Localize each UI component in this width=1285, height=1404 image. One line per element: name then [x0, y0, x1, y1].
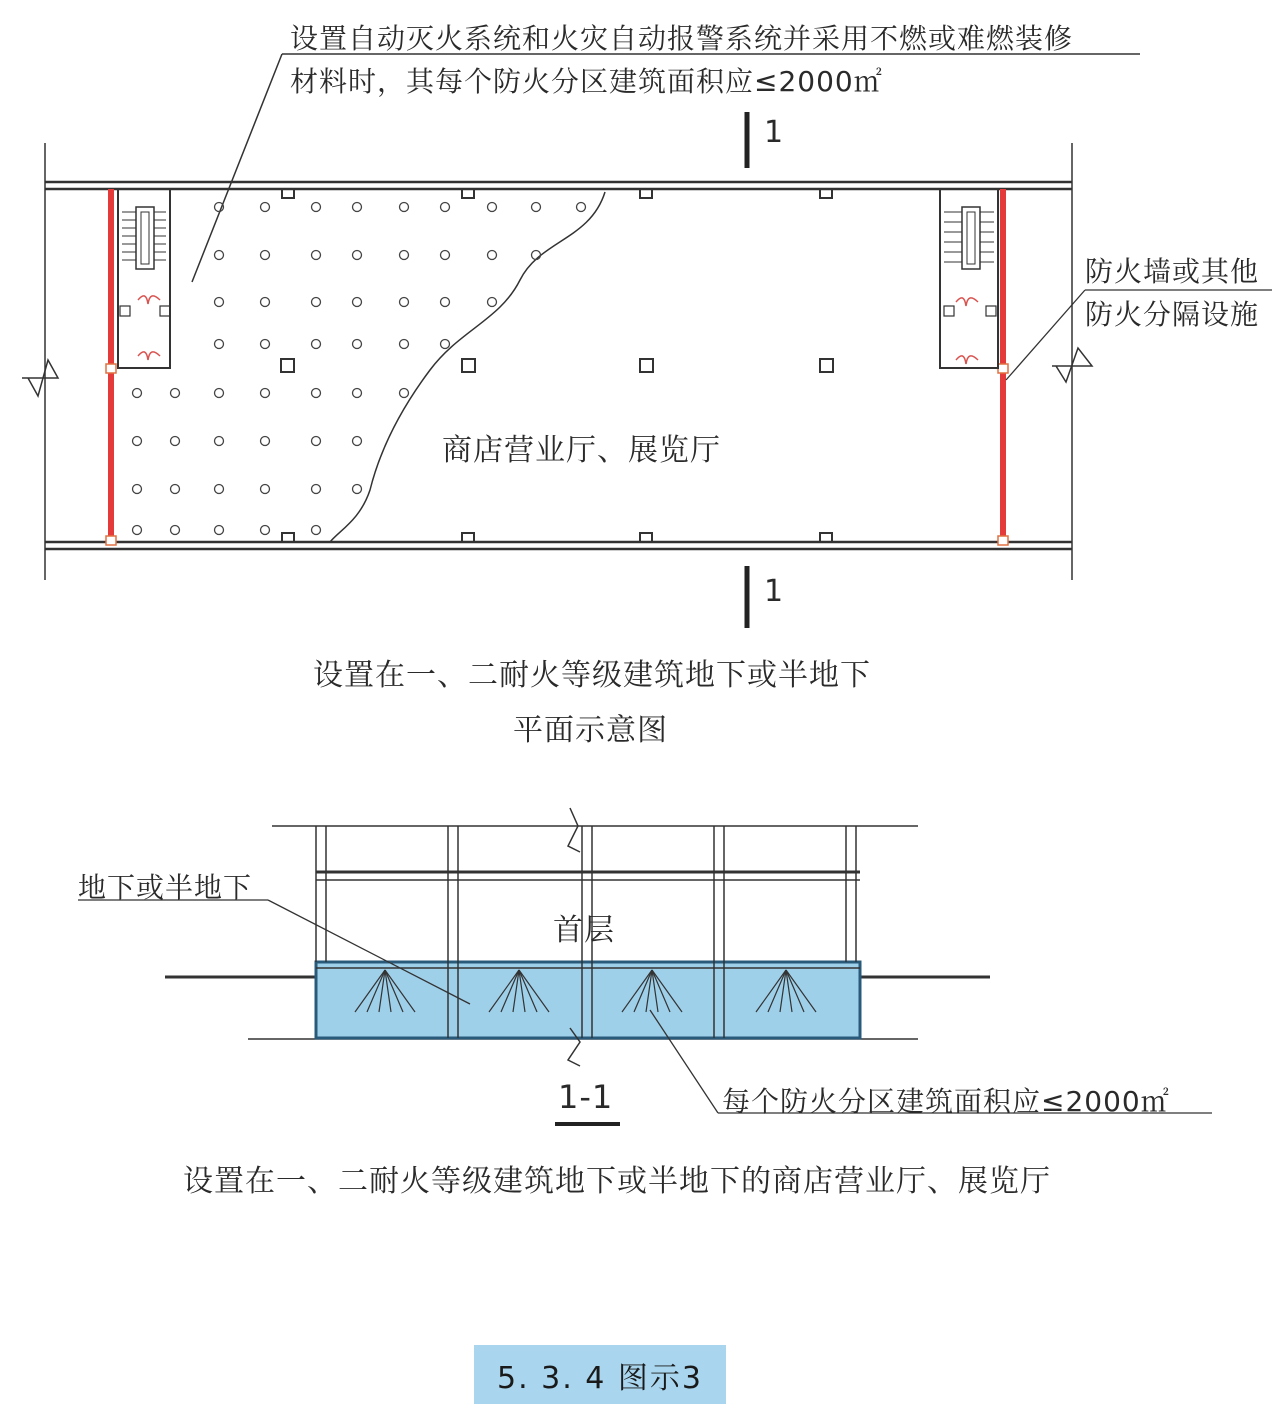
sprinkler-dot [171, 526, 180, 535]
sprinkler-dot [133, 526, 142, 535]
sprinkler-dot [261, 298, 270, 307]
sprinkler-dot [441, 340, 450, 349]
right-callout-line2: 防火分隔设施 [1085, 298, 1260, 331]
sprinkler-dot [312, 298, 321, 307]
sprinkler-dot [215, 298, 224, 307]
right-callout-line1: 防火墙或其他 [1085, 255, 1260, 288]
sprinkler-dot [353, 437, 362, 446]
columns [281, 189, 833, 542]
sprinkler-dot [261, 203, 270, 212]
sprinkler-dot [532, 251, 541, 260]
sprinkler-dot [488, 298, 497, 307]
sprinkler-dot [353, 298, 362, 307]
sprinkler-dot [353, 485, 362, 494]
sprinkler-dot [353, 203, 362, 212]
section-callout: 每个防火分区建筑面积应≤2000㎡ [722, 1085, 1170, 1118]
sprinkler-dot [312, 340, 321, 349]
sprinkler-dot [488, 251, 497, 260]
section-caption: 设置在一、二耐火等级建筑地下或半地下的商店营业厅、展览厅 [183, 1164, 1051, 1199]
sprinkler-dot [400, 340, 409, 349]
floor-label: 首层 [553, 913, 615, 948]
plan-caption-line1: 设置在一、二耐火等级建筑地下或半地下 [313, 658, 871, 693]
sprinkler-dot [532, 203, 541, 212]
sprinkler-dot [312, 203, 321, 212]
top-callout-line1: 设置自动灭火系统和火灾自动报警系统并采用不燃或难燃装修 [290, 22, 1074, 55]
sprinkler-dot [261, 437, 270, 446]
sprinkler-dot [441, 251, 450, 260]
sprinkler-dots [133, 203, 586, 535]
sprinkler-dot [441, 298, 450, 307]
plan-caption-line2: 平面示意图 [513, 713, 668, 748]
sprinkler-dot [215, 389, 224, 398]
sprinkler-dot [353, 251, 362, 260]
top-callout-line2: 材料时，其每个防火分区建筑面积应≤2000㎡ [290, 65, 883, 98]
sprinkler-dot [312, 526, 321, 535]
sprinkler-dot [353, 340, 362, 349]
sprinkler-dot [400, 203, 409, 212]
sprinkler-dot [353, 389, 362, 398]
sprinkler-dot [171, 437, 180, 446]
sprinkler-dot [133, 485, 142, 494]
section-title: 1-1 [558, 1078, 614, 1116]
sprinkler-dot [261, 389, 270, 398]
sprinkler-dot [312, 389, 321, 398]
sprinkler-dot [261, 526, 270, 535]
sprinkler-dot [400, 298, 409, 307]
sprinkler-dot [400, 389, 409, 398]
divide-curve [330, 192, 605, 542]
sprinkler-dot [215, 437, 224, 446]
sprinkler-dot [312, 437, 321, 446]
figure-badge-text: 5. 3. 4 图示3 [496, 1360, 704, 1396]
sprinkler-dot [261, 485, 270, 494]
plan-view [22, 54, 1140, 628]
section-mark-bottom: 1 [764, 574, 785, 609]
sprinkler-dot [215, 340, 224, 349]
sprinkler-dot [312, 251, 321, 260]
callout-leader [192, 54, 282, 282]
sprinkler-dot [577, 203, 586, 212]
sprinkler-dot [488, 203, 497, 212]
sprinkler-dot [215, 526, 224, 535]
sprinkler-dot [215, 251, 224, 260]
sprinkler-dot [133, 389, 142, 398]
sprinkler-dot [312, 485, 321, 494]
sprinkler-dot [133, 437, 142, 446]
figure-badge [474, 1345, 726, 1404]
sprinkler-dot [261, 340, 270, 349]
room-label: 商店营业厅、展览厅 [442, 433, 721, 468]
sprinkler-dot [400, 251, 409, 260]
sprinkler-dot [171, 485, 180, 494]
basement-label: 地下或半地下 [78, 871, 253, 904]
sprinkler-dot [441, 203, 450, 212]
sprinkler-dot [261, 251, 270, 260]
section-view [78, 290, 1272, 1124]
section-mark-top: 1 [764, 115, 785, 150]
sprinkler-dot [215, 485, 224, 494]
sprinkler-dot [171, 389, 180, 398]
